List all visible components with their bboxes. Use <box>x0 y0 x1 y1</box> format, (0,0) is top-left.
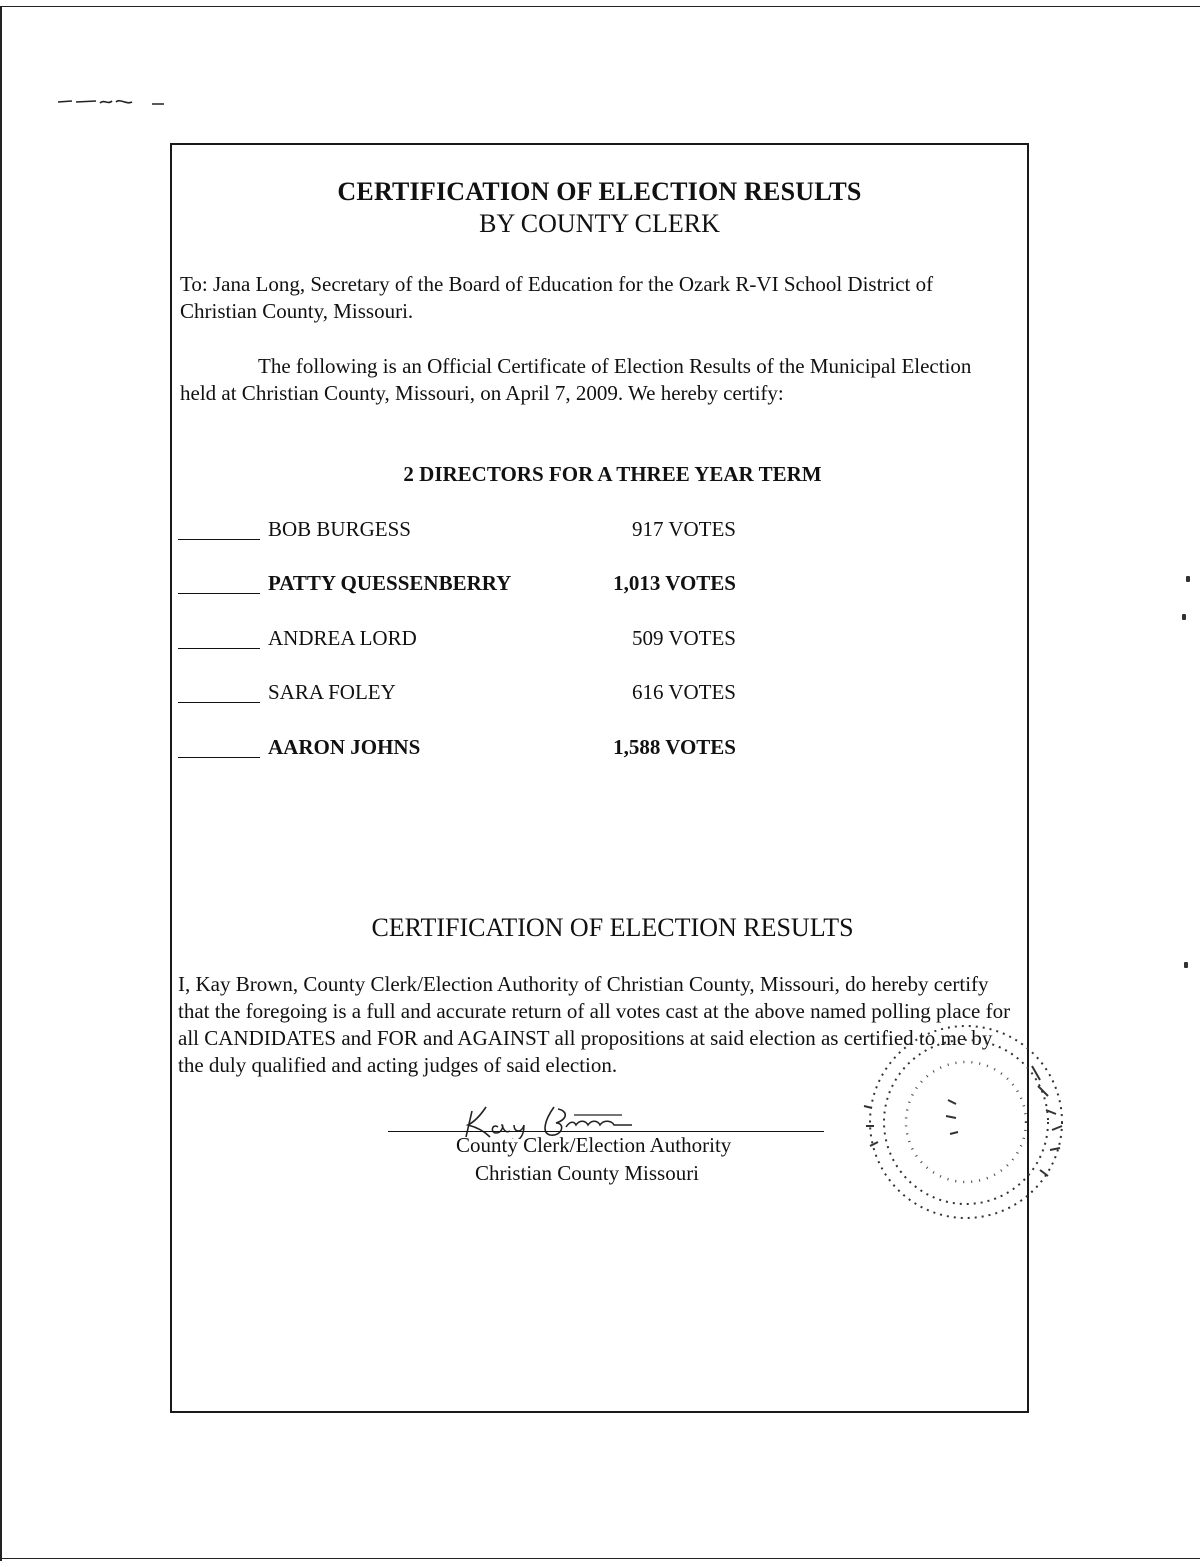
candidate-row <box>178 626 778 656</box>
certificate-subtitle: BY COUNTY CLERK <box>479 209 720 238</box>
signature-line <box>388 1131 824 1132</box>
candidate-name: BOB BURGESS <box>268 517 411 541</box>
signer-county: Christian County Missouri <box>475 1161 700 1185</box>
scan-border-left <box>0 6 2 1561</box>
signer-title: County Clerk/Election Authority <box>456 1133 732 1157</box>
candidate-row <box>178 680 778 710</box>
scan-speck <box>1182 614 1186 620</box>
candidate-votes: 1,013 VOTES <box>613 571 736 595</box>
scan-speck <box>1186 576 1190 582</box>
handwritten-corner-mark <box>56 96 168 108</box>
addressee-paragraph: To: Jana Long, Secretary of the Board of Education for the Ozark R-VI School District of Christian County, Missouri. <box>180 272 934 323</box>
certification-title: CERTIFICATION OF ELECTION RESULTS <box>371 913 854 942</box>
candidate-votes: 1,588 VOTES <box>613 735 736 759</box>
certification-paragraph: I, Kay Brown, County Clerk/Election Authority of Christian County, Missouri, do hereby certify that the foregoing is a full and accurate return of all votes cast at the above named polling place for all CANDIDATES and FOR and AGAINST all propositions at said election as certified to me by the duly qualified and acting judges of said election. <box>178 972 1011 1077</box>
scan-border-bottom <box>0 1558 1200 1559</box>
county-seal-stamp <box>826 1000 1088 1232</box>
candidate-votes: 616 VOTES <box>631 680 736 704</box>
candidate-votes: 917 VOTES <box>631 517 736 541</box>
intro-paragraph: The following is an Official Certificate of Election Results of the Municipal Election held at Christian County, Missouri, on April 7, 2009. We hereby certify: <box>180 354 972 405</box>
candidate-name: AARON JOHNS <box>268 735 421 759</box>
race-title: 2 DIRECTORS FOR A THREE YEAR TERM <box>403 462 822 486</box>
candidate-votes: 509 VOTES <box>631 626 736 650</box>
candidate-row <box>178 571 778 601</box>
candidate-name: PATTY QUESSENBERRY <box>268 571 512 595</box>
scan-border-top <box>0 0 1200 7</box>
scan-speck <box>1184 962 1188 968</box>
candidate-name: ANDREA LORD <box>268 626 417 650</box>
certificate-title: CERTIFICATION OF ELECTION RESULTS <box>337 177 862 206</box>
candidate-name: SARA FOLEY <box>268 680 396 704</box>
candidate-row <box>178 517 778 547</box>
candidate-row <box>178 735 778 765</box>
